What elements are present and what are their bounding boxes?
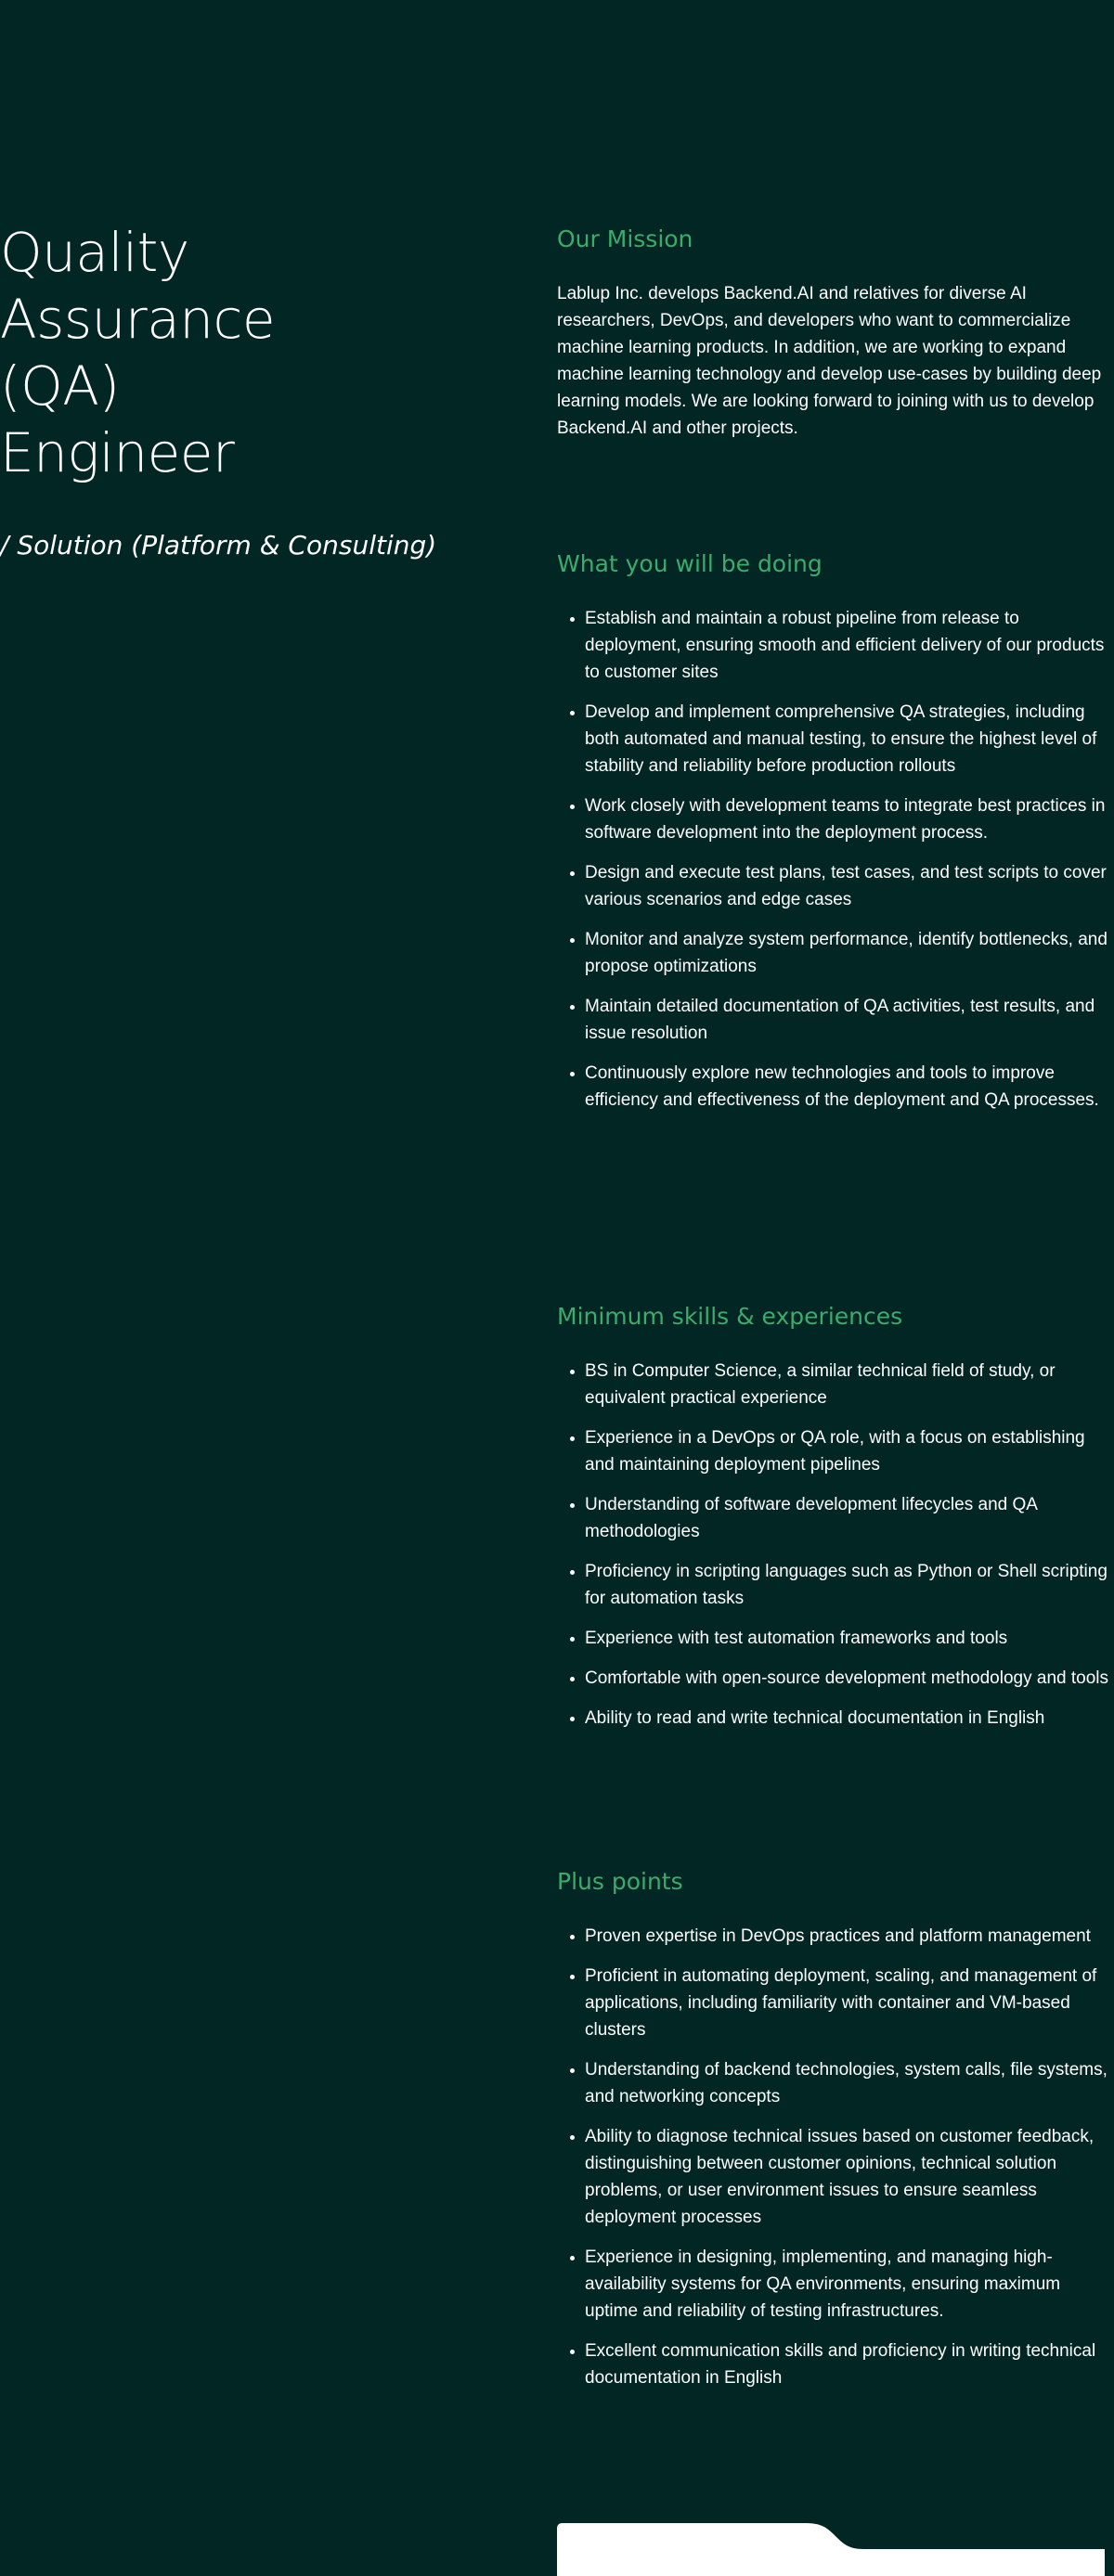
page-title: Quality Assurance (QA) Engineer <box>0 221 276 484</box>
minimum-skills-section <box>557 1296 1114 1745</box>
list-item: Work closely with development teams to integrate best practices in software development into the deployment process. <box>557 792 1114 846</box>
list-item: Experience in designing, implementing, and managing high-availability systems for QA environments, ensuring maximum uptime and reliability of testing infrastructures. <box>557 2244 1114 2325</box>
list-item: Ability to read and write technical documentation in English <box>557 1705 1114 1732</box>
responsibilities-list <box>557 605 1114 1114</box>
list-item: BS in Computer Science, a similar technical field of study, or equivalent practical experience <box>557 1358 1114 1411</box>
list-item: Proficient in automating deployment, scaling, and management of applications, including familiarity with container and VM-based clusters <box>557 1963 1114 2043</box>
list-item: Excellent communication skills and proficiency in writing technical documentation in English <box>557 2338 1114 2391</box>
mission-heading: Our Mission <box>557 225 693 252</box>
plus-points-section <box>557 1861 1114 2404</box>
plus-points-heading: Plus points <box>557 1868 683 1895</box>
list-item: Continuously explore new technologies and tools to improve efficiency and effectiveness of the deployment and QA processes. <box>557 1060 1114 1114</box>
list-item: Experience in a DevOps or QA role, with a focus on establishing and maintaining deployment pipelines <box>557 1424 1114 1478</box>
list-item: Understanding of software development lifecycles and QA methodologies <box>557 1491 1114 1545</box>
list-item: Design and execute test plans, test cases, and test scripts to cover various scenarios and edge cases <box>557 859 1114 913</box>
list-item: Monitor and analyze system performance, identify bottlenecks, and propose optimizations <box>557 926 1114 980</box>
list-item: Develop and implement comprehensive QA strategies, including both automated and manual testing, to ensure the highest level of stability and reliability before production rollouts <box>557 699 1114 779</box>
plus-points-list <box>557 1923 1114 2391</box>
application-card-top <box>557 2523 1105 2576</box>
job-subtitle: / Solution (Platform & Consulting) <box>0 530 437 560</box>
list-item: Maintain detailed documentation of QA activities, test results, and issue resolution <box>557 993 1114 1047</box>
list-item: Proven expertise in DevOps practices and platform management <box>557 1923 1114 1950</box>
mission-text: Lablup Inc. develops Backend.AI and relatives for diverse AI researchers, DevOps, and developers who want to commercialize machine learning products. In addition, we are working to expand machine learning technology and develop use-cases by building deep learning models. We are looking forward to joining with us to develop Backend.AI and other projects. <box>557 284 1102 438</box>
list-item: Establish and maintain a robust pipeline from release to deployment, ensuring smooth and efficient delivery of our products to customer sites <box>557 605 1114 686</box>
job-header <box>0 219 520 562</box>
mission-section <box>557 219 1114 442</box>
responsibilities-section <box>557 544 1114 1127</box>
list-item: Proficiency in scripting languages such as Python or Shell scripting for automation tasks <box>557 1558 1114 1612</box>
minimum-skills-list <box>557 1358 1114 1732</box>
list-item: Experience with test automation frameworks and tools <box>557 1625 1114 1652</box>
responsibilities-heading: What you will be doing <box>557 550 823 577</box>
list-item: Ability to diagnose technical issues based on customer feedback, distinguishing between customer opinions, technical solution problems, or user environment issues to ensure seamless deployment processes <box>557 2123 1114 2231</box>
minimum-skills-heading: Minimum skills & experiences <box>557 1303 903 1330</box>
list-item: Understanding of backend technologies, system calls, file systems, and networking concepts <box>557 2056 1114 2110</box>
list-item: Comfortable with open-source development methodology and tools <box>557 1665 1114 1692</box>
